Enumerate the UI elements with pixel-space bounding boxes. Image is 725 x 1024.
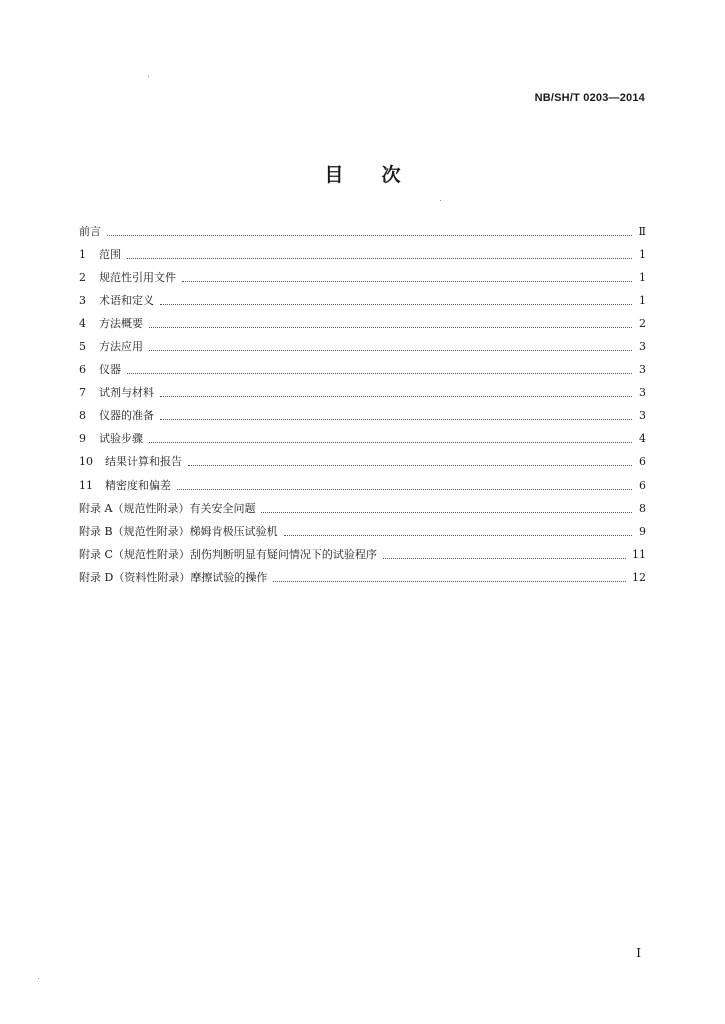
scan-speck (440, 200, 441, 201)
toc-entry-page: 3 (639, 409, 646, 423)
toc-entry-page: 1 (639, 247, 646, 261)
toc-entry-number: 6 (79, 363, 86, 377)
toc-entry-5[interactable] (79, 335, 646, 358)
toc-entry-page: 11 (632, 547, 646, 561)
toc-entry-title: 精密度和偏差 (105, 478, 171, 492)
toc-entry-11[interactable] (79, 474, 646, 497)
toc-entry-7[interactable] (79, 382, 646, 405)
toc-entry-page: 3 (639, 340, 646, 354)
toc-entry-annex-c[interactable] (79, 543, 646, 566)
toc-entry-page: 1 (639, 293, 646, 307)
toc-entry-9[interactable] (79, 428, 646, 451)
toc-entry-number: 9 (79, 432, 86, 446)
toc-entry-page: 8 (639, 501, 646, 515)
leader-dots (273, 580, 626, 582)
toc-entry-number: 10 (79, 455, 93, 469)
toc-entry-page: 3 (639, 386, 646, 400)
toc-entry-number: 1 (79, 247, 86, 261)
leader-dots (149, 349, 632, 351)
toc-entry-2[interactable] (79, 266, 646, 289)
toc-entry-title: 方法应用 (99, 340, 143, 354)
toc-entry-annex-d[interactable] (79, 566, 646, 589)
leader-dots (177, 488, 632, 490)
toc-entry-number: 8 (79, 409, 86, 423)
toc-entry-title: 结果计算和报告 (105, 455, 182, 469)
toc-entry-title: 术语和定义 (99, 293, 154, 307)
toc-entry-title: 附录 C（规范性附录）刮伤判断明显有疑问情况下的试验程序 (79, 547, 377, 561)
toc-entry-title: 前言 (79, 224, 101, 238)
leader-dots (160, 303, 632, 305)
toc-entry-page: 9 (639, 524, 646, 538)
toc-entry-title: 规范性引用文件 (99, 270, 176, 284)
toc-entry-10[interactable] (79, 451, 646, 474)
toc-entry-title: 附录 D（资料性附录）摩擦试验的操作 (79, 570, 268, 584)
toc-entry-8[interactable] (79, 405, 646, 428)
toc-entry-3[interactable] (79, 289, 646, 312)
scan-speck (148, 76, 149, 77)
toc-entry-1[interactable] (79, 243, 646, 266)
standard-code: NB/SH/T 0203—2014 (534, 92, 645, 104)
toc-entry-page: 4 (639, 432, 646, 446)
toc-entry-number: 5 (79, 340, 86, 354)
leader-dots (149, 441, 632, 443)
leader-dots (188, 464, 632, 466)
leader-dots (127, 372, 632, 374)
leader-dots (107, 234, 632, 236)
toc-entry-page: 3 (639, 363, 646, 377)
toc-entry-title: 范围 (99, 247, 121, 261)
page-number: I (636, 946, 641, 960)
toc-entry-annex-a[interactable] (79, 497, 646, 520)
toc-entry-title: 仪器 (99, 363, 121, 377)
toc-entry-number: 7 (79, 386, 86, 400)
toc-entry-title: 仪器的准备 (99, 409, 154, 423)
leader-dots (284, 534, 632, 536)
toc-entry-title: 试验步骤 (99, 432, 143, 446)
leader-dots (383, 557, 626, 559)
leader-dots (149, 326, 632, 328)
toc-entry-title: 试剂与材料 (99, 386, 154, 400)
page-title (0, 160, 725, 187)
toc-entry-title: 附录 A（规范性附录）有关安全问题 (79, 501, 256, 515)
toc-entry-title: 方法概要 (99, 316, 143, 330)
leader-dots (127, 257, 632, 259)
toc-entry-page: 6 (639, 478, 646, 492)
title-char-2: 次 (381, 164, 401, 186)
toc-entry-page: 1 (639, 270, 646, 284)
toc-entry-number: 4 (79, 316, 86, 330)
toc-entry-foreword[interactable] (79, 220, 646, 243)
leader-dots (261, 511, 632, 513)
toc-entry-title: 附录 B（规范性附录）梯姆肯极压试验机 (79, 524, 278, 538)
scan-speck (38, 978, 39, 979)
toc-entry-page: Ⅱ (638, 224, 646, 238)
toc-entry-page: 2 (639, 316, 646, 330)
table-of-contents (79, 220, 646, 590)
toc-entry-6[interactable] (79, 359, 646, 382)
title-char-1: 目 (324, 164, 344, 186)
toc-entry-page: 6 (639, 455, 646, 469)
toc-entry-page: 12 (632, 570, 646, 584)
leader-dots (160, 418, 632, 420)
toc-entry-4[interactable] (79, 312, 646, 335)
toc-entry-number: 3 (79, 293, 86, 307)
leader-dots (182, 280, 632, 282)
toc-entry-number: 11 (79, 478, 93, 492)
leader-dots (160, 395, 632, 397)
toc-entry-annex-b[interactable] (79, 520, 646, 543)
toc-entry-number: 2 (79, 270, 86, 284)
